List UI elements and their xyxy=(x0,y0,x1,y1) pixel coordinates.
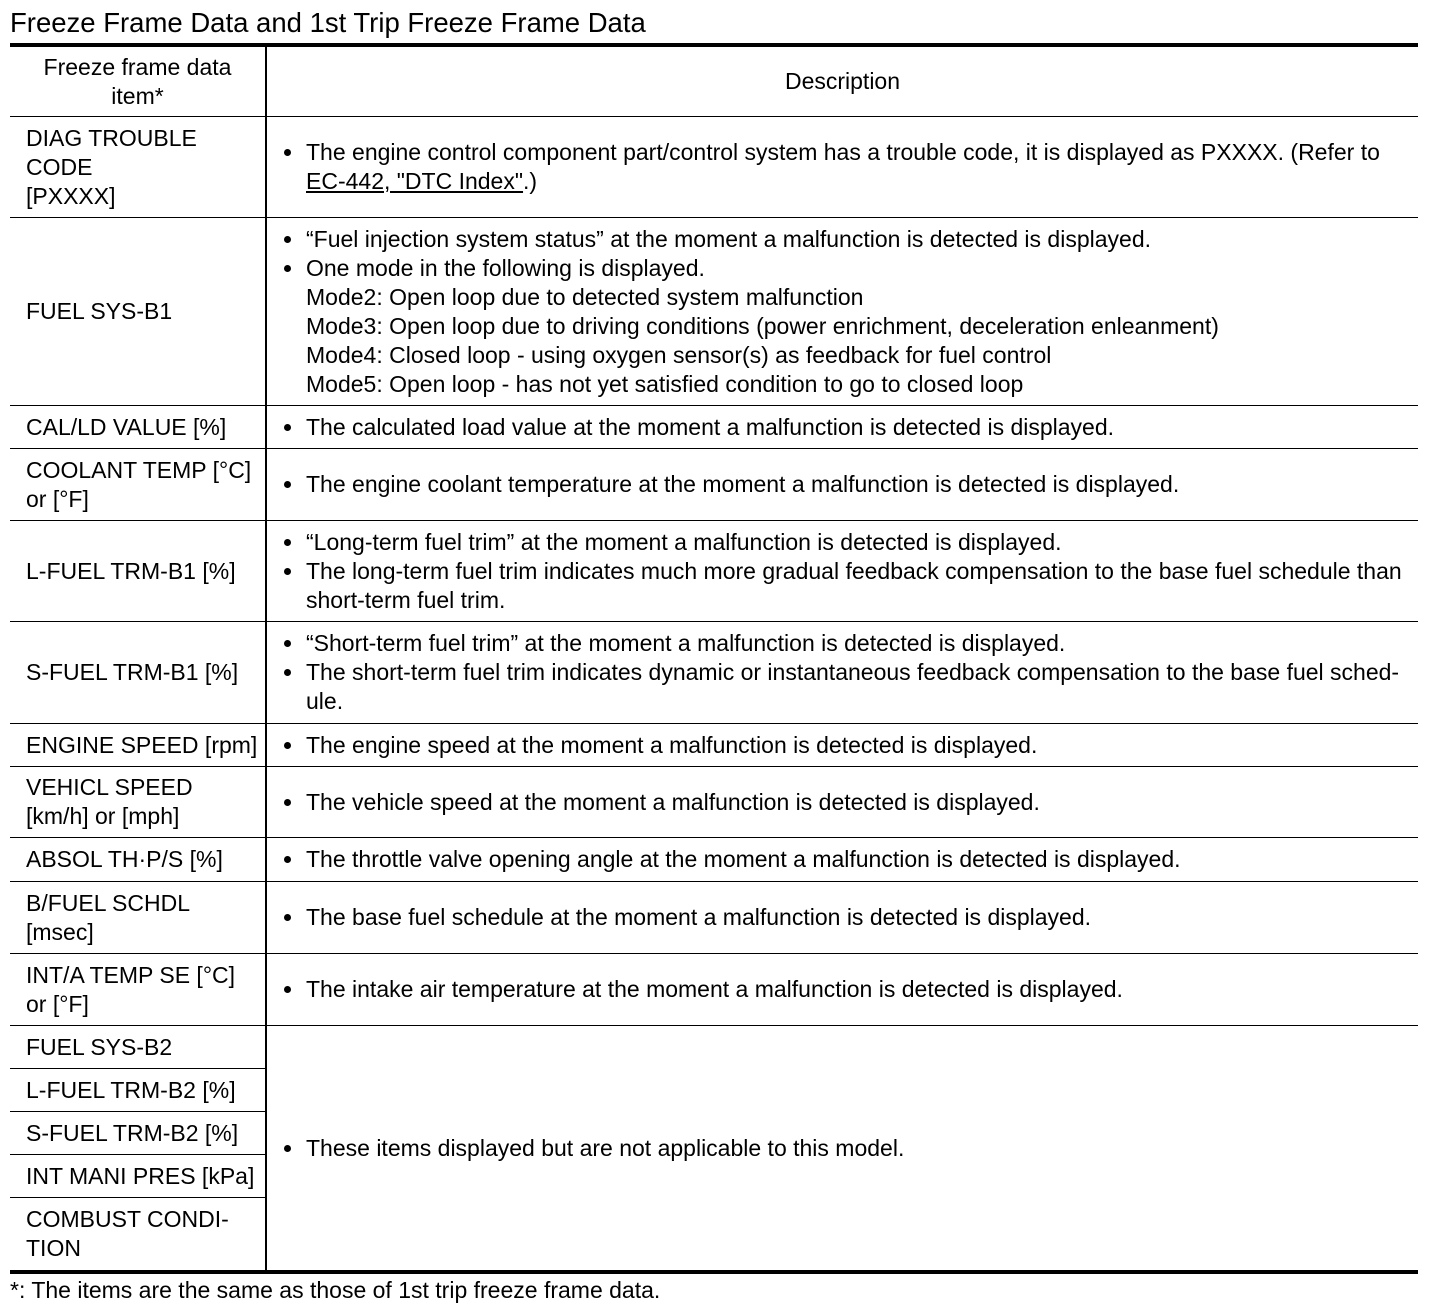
page-title: Freeze Frame Data and 1st Trip Freeze Frame Data xyxy=(10,7,646,38)
bullet-text: The throttle valve opening angle at the moment a malfunction is detected is displayed. xyxy=(306,846,1181,872)
bullet-item xyxy=(281,470,1418,499)
bullet-text: These items displayed but are not applicable to this model. xyxy=(306,1134,905,1161)
item-label: B/FUEL SCHDL [msec] xyxy=(26,889,191,945)
bullet-item xyxy=(281,1134,1418,1163)
bullet-text: The short-term fuel trim indicates dynamic or instantaneous feedback compensation to the base fuel sched- ule. xyxy=(306,659,1400,714)
mode-line: Mode3: Open loop due to driving conditions (power enrichment, deceleration enleanment) xyxy=(306,312,1219,339)
item-label: ENGINE SPEED [rpm] xyxy=(26,731,258,758)
description-cell xyxy=(267,724,1418,767)
bullet-icon xyxy=(281,413,306,442)
bullet-icon xyxy=(281,528,306,557)
bullet-icon xyxy=(281,629,306,658)
freeze-frame-table xyxy=(10,43,1418,1274)
item-label: FUEL SYS-B1 xyxy=(26,298,173,324)
description-cell xyxy=(267,449,1418,521)
bullet-icon xyxy=(281,254,306,283)
bullet-icon xyxy=(281,658,306,687)
item-label: S-FUEL TRM-B1 [%] xyxy=(26,659,239,685)
bullet-item xyxy=(281,903,1418,932)
header-item xyxy=(10,47,267,117)
bullet-item xyxy=(281,413,1418,442)
item-cell xyxy=(10,117,267,218)
item-cell xyxy=(10,724,267,767)
description-cell xyxy=(267,218,1418,406)
bullet-icon xyxy=(281,225,306,254)
description-cell xyxy=(267,838,1418,882)
item-label: L-FUEL TRM-B1 [%] xyxy=(26,557,236,584)
bullet-item xyxy=(281,528,1418,557)
header-item-label: Freeze frame data item* xyxy=(43,53,232,109)
item-label: L-FUEL TRM-B2 [%] xyxy=(26,1076,236,1103)
mode-line: Mode2: Open loop due to detected system malfunction xyxy=(306,283,864,310)
bullet-icon xyxy=(281,903,306,932)
bullet-text: “Long-term fuel trim” at the moment a malfunction is detected is displayed. xyxy=(306,528,1062,555)
bullet-text: One mode in the following is displayed. xyxy=(306,254,705,281)
item-label: FUEL SYS-B2 xyxy=(26,1033,173,1060)
bullet-icon xyxy=(281,731,306,760)
bullet-icon xyxy=(281,975,306,1004)
bullet-icon xyxy=(281,470,306,499)
bullet-item xyxy=(281,138,1418,196)
bullet-text: The calculated load value at the moment a malfunction is detected is displayed. xyxy=(306,413,1115,440)
item-cell xyxy=(10,218,267,406)
item-cell xyxy=(10,406,267,449)
item-cell xyxy=(10,1069,267,1112)
bullet-text: The engine coolant temperature at the moment a malfunction is detected is displayed. xyxy=(306,471,1180,497)
description-cell xyxy=(267,117,1418,218)
item-cell xyxy=(10,1198,267,1270)
description-cell xyxy=(267,406,1418,449)
bullet-item xyxy=(281,788,1418,817)
bullet-item xyxy=(281,731,1418,760)
bullet-item xyxy=(281,557,1418,615)
bullet-text xyxy=(306,138,1380,196)
item-label: CAL/LD VALUE [%] xyxy=(26,413,227,440)
bullet-text: The intake air temperature at the moment a malfunction is detected is displayed. xyxy=(306,976,1123,1002)
item-label: INT MANI PRES [kPa] xyxy=(26,1162,255,1189)
item-cell xyxy=(10,1026,267,1069)
bullet-icon xyxy=(281,788,306,817)
description-cell xyxy=(267,622,1418,724)
item-cell xyxy=(10,767,267,838)
item-label: INT/A TEMP SE [°C] or [°F] xyxy=(26,961,236,1017)
bullet-text: The base fuel schedule at the moment a malfunction is detected is displayed. xyxy=(306,904,1092,930)
mode-line: Mode5: Open loop - has not yet satisfied condition to go to closed loop xyxy=(306,370,1024,397)
description-cell xyxy=(267,882,1418,954)
item-label: COOLANT TEMP [°C] or [°F] xyxy=(26,456,252,512)
bullet-text-main: The engine control component part/control system has a trouble code, it is displayed as PXXXX. (Refer to xyxy=(306,139,1380,165)
item-cell xyxy=(10,1112,267,1155)
item-label: S-FUEL TRM-B2 [%] xyxy=(26,1119,239,1146)
item-cell xyxy=(10,1155,267,1198)
bullet-text: The vehicle speed at the moment a malfunction is detected is displayed. xyxy=(306,788,1040,815)
bullet-icon xyxy=(281,557,306,586)
item-cell xyxy=(10,449,267,521)
group-description-cell xyxy=(267,1026,1418,1270)
item-label: DIAG TROUBLE CODE [PXXXX] xyxy=(26,124,197,209)
bullet-text-end: .) xyxy=(523,168,538,194)
bullet-item xyxy=(281,845,1418,874)
bullet-item xyxy=(281,225,1418,254)
bullet-icon xyxy=(281,138,306,167)
description-cell xyxy=(267,521,1418,622)
bullet-icon xyxy=(281,845,306,874)
bullet-item xyxy=(281,658,1418,716)
item-cell xyxy=(10,954,267,1026)
bullet-text: “Short-term fuel trim” at the moment a malfunction is detected is displayed. xyxy=(306,630,1066,656)
item-cell xyxy=(10,521,267,622)
bullet-icon xyxy=(281,1134,306,1163)
item-cell xyxy=(10,622,267,724)
bullet-text: “Fuel injection system status” at the moment a malfunction is detected is displayed. xyxy=(306,225,1152,252)
dtc-index-link[interactable]: EC-442, "DTC Index" xyxy=(306,168,524,194)
header-description xyxy=(267,47,1418,117)
bullet-item xyxy=(281,975,1418,1004)
bullet-item xyxy=(281,254,1418,283)
item-label: ABSOL TH·P/S [%] xyxy=(26,846,223,872)
item-cell xyxy=(10,882,267,954)
header-description-label: Description xyxy=(784,68,901,94)
bullet-item xyxy=(281,629,1418,658)
footnote: *: The items are the same as those of 1st trip freeze frame data. xyxy=(10,1277,661,1303)
description-cell xyxy=(267,767,1418,838)
item-cell xyxy=(10,838,267,882)
item-label: VEHICL SPEED [km/h] or [mph] xyxy=(26,774,193,829)
description-cell xyxy=(267,954,1418,1026)
bullet-text: The engine speed at the moment a malfunction is detected is displayed. xyxy=(306,731,1038,758)
item-label: COMBUST CONDI- TION xyxy=(26,1206,229,1261)
mode-line: Mode4: Closed loop - using oxygen sensor(s) as feedback for fuel control xyxy=(306,341,1052,368)
bullet-text: The long-term fuel trim indicates much more gradual feedback compensation to the base fuel schedule than short-term fuel trim. xyxy=(306,557,1402,613)
